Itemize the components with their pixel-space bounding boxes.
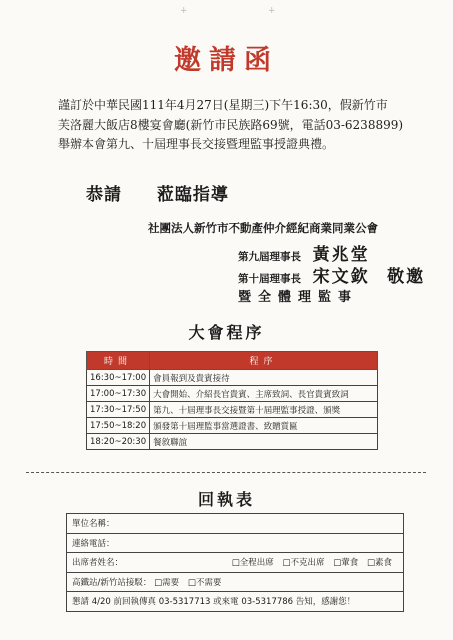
unit-name-field[interactable] bbox=[67, 514, 404, 534]
invitation-line-1: 謹訂於中華民國111年4月27日(星期三)下午16:30，假新竹市 bbox=[58, 98, 388, 112]
unit-name-label: 單位名稱： bbox=[72, 519, 115, 530]
tenth-president-name: 宋文欽 bbox=[312, 267, 370, 287]
table-row bbox=[87, 402, 378, 418]
shuttle-field bbox=[67, 572, 404, 592]
table-row bbox=[87, 434, 378, 450]
tenth-president-role: 第十屆理事長 bbox=[238, 273, 301, 285]
program-table bbox=[86, 351, 378, 450]
program-time: 17:00~17:30 bbox=[87, 386, 150, 402]
time-column-header: 時間 bbox=[87, 352, 150, 370]
ninth-president-name: 黃兆堂 bbox=[312, 245, 370, 265]
ninth-president-role: 第九屆理事長 bbox=[238, 251, 301, 263]
program-item: 餐敘聯誼 bbox=[150, 434, 378, 450]
program-header-row bbox=[87, 352, 378, 370]
registration-mark-left: + bbox=[180, 6, 188, 16]
program-time: 17:50~18:20 bbox=[87, 418, 150, 434]
reply-row-attendee bbox=[67, 553, 404, 573]
program-title: 大會程序 bbox=[188, 323, 265, 342]
program-time: 17:30~17:50 bbox=[87, 402, 150, 418]
respect-guidance: 蒞臨指導 bbox=[156, 185, 229, 205]
invite-word: 敬邀 bbox=[387, 267, 426, 287]
program-time: 18:20~20:30 bbox=[87, 434, 150, 450]
registration-mark-right: + bbox=[268, 6, 276, 16]
contact-phone-label: 連絡電話： bbox=[72, 538, 115, 549]
respectful-invitation bbox=[86, 180, 229, 205]
cut-line-divider bbox=[26, 472, 426, 473]
program-item: 頒發第十屆理監事當選證書、致贈質匾 bbox=[150, 418, 378, 434]
full-attendance-checkbox[interactable]: □全程出席 bbox=[231, 558, 274, 569]
shuttle-not-needed-checkbox[interactable]: □不需要 bbox=[187, 577, 222, 588]
attendee-field[interactable] bbox=[67, 553, 404, 573]
program-time: 16:30~17:00 bbox=[87, 370, 150, 386]
reply-row-note bbox=[67, 592, 404, 612]
shuttle-needed-checkbox[interactable]: □需要 bbox=[154, 577, 180, 588]
reply-row-unit bbox=[67, 514, 404, 534]
reply-row-shuttle bbox=[67, 572, 404, 592]
program-column-header: 程序 bbox=[150, 352, 378, 370]
table-row bbox=[87, 370, 378, 386]
contact-phone-field[interactable] bbox=[67, 533, 404, 553]
table-row bbox=[87, 386, 378, 402]
reply-form-title: 回執表 bbox=[197, 490, 255, 509]
shuttle-label: 高鐵站/新竹站接駁： bbox=[72, 577, 152, 588]
table-row bbox=[87, 418, 378, 434]
organization-name: 社團法人新竹市不動產仲介經紀商業同業公會 bbox=[148, 221, 378, 235]
invitation-line-2: 芙洛麗大飯店8樓宴會廳(新竹市民族路69號，電話03-6238899) bbox=[58, 117, 404, 132]
invitation-title: 邀請函 bbox=[174, 45, 279, 76]
attendee-name-label: 出席者姓名： bbox=[72, 558, 124, 569]
cannot-attend-checkbox[interactable]: □不克出席 bbox=[282, 558, 325, 569]
program-item: 第九、十屆理事長交接暨第十屆理監事授證、頒獎 bbox=[150, 402, 378, 418]
reply-row-contact bbox=[67, 533, 404, 553]
meat-meal-checkbox[interactable]: □葷食 bbox=[333, 558, 359, 569]
tenth-president-signature bbox=[238, 262, 425, 287]
program-item: 大會開始、介紹長官貴賓、主席致詞、長官貴賓致詞 bbox=[150, 386, 378, 402]
reply-form-table bbox=[66, 513, 404, 612]
vegetarian-meal-checkbox[interactable]: □素食 bbox=[366, 558, 392, 569]
reply-note: 懇請 4/20 前回執傳真 03-5317713 或來電 03-5317786 告知，感謝您！ bbox=[67, 592, 404, 612]
all-board-members: 暨全體理監事 bbox=[238, 290, 359, 305]
invitation-body bbox=[58, 96, 438, 155]
invitation-line-3: 舉辦本會第九、十屆理事長交接暨理監事授證典禮。 bbox=[58, 137, 335, 151]
respect-word: 恭請 bbox=[86, 185, 122, 205]
program-item: 會員報到及貴賓接待 bbox=[150, 370, 378, 386]
